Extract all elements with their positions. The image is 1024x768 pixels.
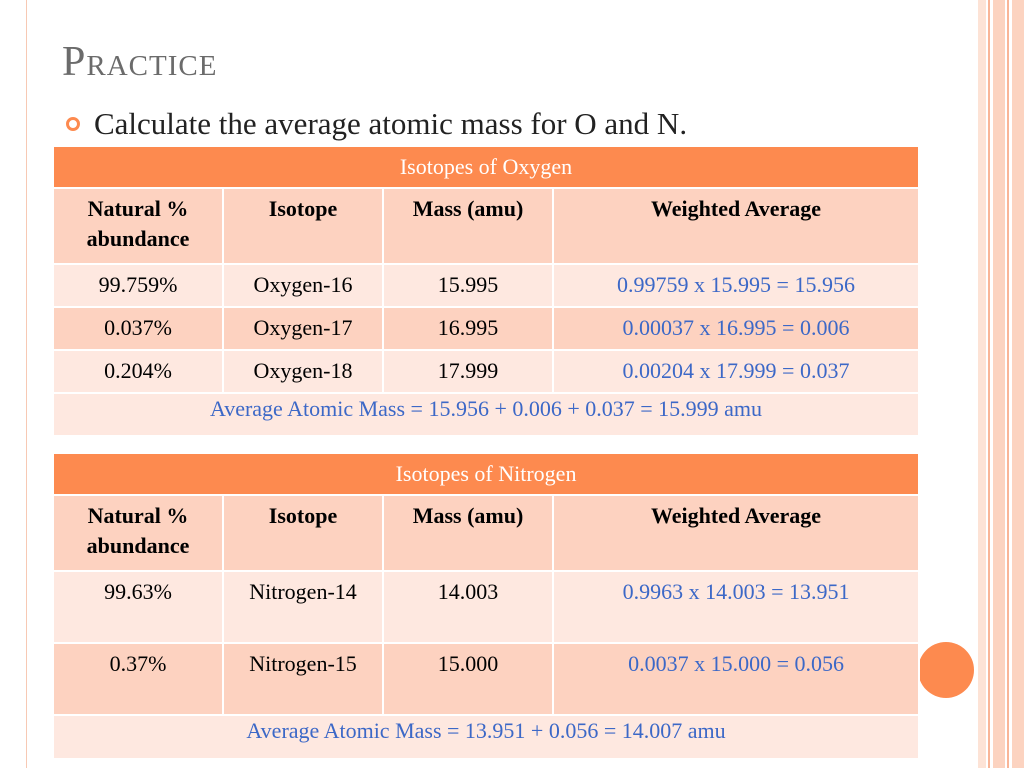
left-margin-rule — [26, 0, 27, 768]
right-decorative-stripes — [978, 0, 1024, 768]
isotope-cell: Oxygen-18 — [223, 350, 383, 393]
weighted-average-cell: 0.00037 x 16.995 = 0.006 — [553, 307, 919, 350]
isotope-cell: Nitrogen-15 — [223, 643, 383, 715]
bullet-text: Calculate the average atomic mass for O and N. — [94, 106, 688, 141]
mass-cell: 16.995 — [383, 307, 553, 350]
slide-title: Practice — [62, 39, 218, 85]
column-header: Isotope — [223, 495, 383, 571]
column-header: Natural % abundance — [53, 188, 223, 264]
weighted-average-cell: 0.99759 x 15.995 = 15.956 — [553, 264, 919, 307]
mass-cell: 17.999 — [383, 350, 553, 393]
decorative-circle — [918, 642, 974, 698]
isotope-cell: Oxygen-17 — [223, 307, 383, 350]
average-atomic-mass-summary: Average Atomic Mass = 13.951 + 0.056 = 14.007 amu — [53, 715, 919, 759]
column-header: Weighted Average — [553, 188, 919, 264]
mass-cell: 15.000 — [383, 643, 553, 715]
table-row — [53, 350, 919, 393]
isotope-cell: Oxygen-16 — [223, 264, 383, 307]
column-header: Mass (amu) — [383, 188, 553, 264]
bullet-item — [66, 104, 687, 144]
abundance-cell: 99.759% — [53, 264, 223, 307]
abundance-cell: 99.63% — [53, 571, 223, 643]
ring-bullet-icon — [66, 117, 80, 131]
table-row — [53, 571, 919, 643]
mass-cell: 15.995 — [383, 264, 553, 307]
column-header: Isotope — [223, 188, 383, 264]
table-row — [53, 264, 919, 307]
weighted-average-cell: 0.0037 x 15.000 = 0.056 — [553, 643, 919, 715]
table-row — [53, 643, 919, 715]
table-row — [53, 307, 919, 350]
column-header: Mass (amu) — [383, 495, 553, 571]
table-title: Isotopes of Nitrogen — [53, 453, 919, 495]
weighted-average-cell: 0.00204 x 17.999 = 0.037 — [553, 350, 919, 393]
abundance-cell: 0.37% — [53, 643, 223, 715]
table-title: Isotopes of Oxygen — [53, 146, 919, 188]
isotope-cell: Nitrogen-14 — [223, 571, 383, 643]
mass-cell: 14.003 — [383, 571, 553, 643]
abundance-cell: 0.204% — [53, 350, 223, 393]
column-header: Natural % abundance — [53, 495, 223, 571]
abundance-cell: 0.037% — [53, 307, 223, 350]
nitrogen-isotopes-table — [52, 452, 920, 760]
average-atomic-mass-summary: Average Atomic Mass = 15.956 + 0.006 + 0.037 = 15.999 amu — [53, 393, 919, 436]
column-header: Weighted Average — [553, 495, 919, 571]
weighted-average-cell: 0.9963 x 14.003 = 13.951 — [553, 571, 919, 643]
oxygen-isotopes-table — [52, 145, 920, 437]
